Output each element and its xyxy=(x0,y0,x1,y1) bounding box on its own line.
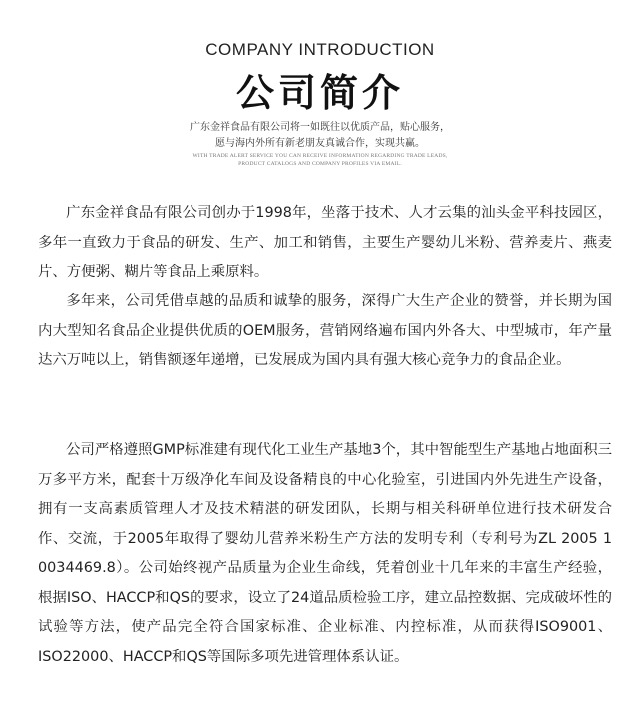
page-title-en: COMPANY INTRODUCTION xyxy=(205,40,435,59)
intro-paragraph-1 xyxy=(38,199,612,288)
intro-paragraph-3-text: 公司严格遵照GMP标准建有现代化工业生产基地3个，其中智能型生产基地占地面积三万多平方米，配套十万级净化车间及设备精良的中心化验室，引进国内外先进生产设备，拥有一支高素质管理人才及技术精湛的研发团队，长期与相关科研单位进行技术研发合作、交流，于2005年取得了婴幼儿营养米粉生产方法的发明专利（专利号为ZL 2005 1 0034469.8）。公司始终视产品质量为企业生命线，凭着创业十几年来的丰富生产经验，根据ISO、HACCP和QS的要求，设立了24道品质检验工序，建立品控数据、完成破坏性的试验等方法，使产品完全符合国家标准、企业标准、内控标准，从而获得ISO9001、ISO22000、HACCP和QS等国际多项先进管理体系认证。 xyxy=(38,442,612,665)
intro-paragraph-3 xyxy=(38,436,612,672)
tagline-en-line-1: WITH TRADE ALERT SERVICE YOU CAN RECEIVE INFORMATION REGARDING TRADE LEADS, xyxy=(192,153,448,159)
tagline-line-2: 愿与海内外所有新老朋友真诚合作，实现共赢。 xyxy=(215,138,425,149)
intro-paragraph-2 xyxy=(38,287,612,376)
tagline-en-line-2: PRODUCT CATALOGS AND COMPANY PROFILES VIA EMAIL. xyxy=(238,161,402,167)
intro-paragraph-2-text: 多年来，公司凭借卓越的品质和诚挚的服务，深得广大生产企业的赞誉，并长期为国内大型知名食品企业提供优质的OEM服务，营销网络遍布国内外各大、中型城市，年产量达六万吨以上，销售额逐年递增，已发展成为国内具有强大核心竞争力的食品企业。 xyxy=(38,293,612,368)
tagline-line-1: 广东金祥食品有限公司将一如既往以优质产品，贴心服务， xyxy=(190,122,450,133)
page-title: 公司简介 xyxy=(235,71,404,115)
intro-paragraph-1-text: 广东金祥食品有限公司创办于1998年，坐落于技术、人才云集的汕头金平科技园区，多年一直致力于食品的研发、生产、加工和销售，主要生产婴幼儿米粉、营养麦片、燕麦片、方便粥、糊片等食品上乘原料。 xyxy=(38,205,612,280)
